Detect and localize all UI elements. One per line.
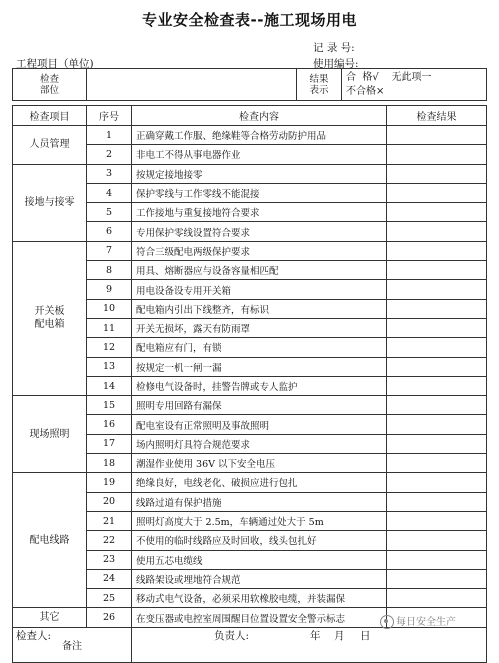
result-cell[interactable]: [387, 338, 487, 357]
result-cell[interactable]: [387, 473, 487, 492]
content-cell: 绝缘良好，电线老化、破损应进行包扎: [132, 473, 387, 492]
content-cell: 专用保护零线设置符合要求: [132, 222, 387, 241]
result-cell[interactable]: [387, 164, 487, 183]
project-label: 工程项目（单位): [16, 58, 94, 70]
content-cell: 开关无损坏，露天有防雨罩: [132, 318, 387, 337]
seq-cell: 9: [87, 280, 132, 299]
result-legend: [342, 69, 487, 101]
result-cell[interactable]: [387, 376, 487, 395]
result-cell[interactable]: [387, 183, 487, 202]
content-cell: 在变压器或电控室周围醒目位置设置安全警示标志: [132, 608, 387, 627]
seq-cell: 20: [87, 492, 132, 511]
checklist-table: [12, 105, 487, 663]
result-cell[interactable]: [387, 511, 487, 530]
table-row: [13, 473, 487, 492]
category-cell: [13, 396, 87, 473]
watermark: [380, 613, 456, 629]
category-label: 人员管理: [29, 139, 70, 151]
result-cell[interactable]: [387, 550, 487, 569]
result-cell[interactable]: [387, 492, 487, 511]
seq-cell: 13: [87, 357, 132, 376]
seq-cell: 18: [87, 454, 132, 473]
col-header-seq: 序号: [87, 106, 132, 126]
result-cell[interactable]: [387, 415, 487, 434]
seq-cell: 8: [87, 261, 132, 280]
content-cell: 用电设备设专用开关箱: [132, 280, 387, 299]
content-cell: 工作接地与重复接地符合要求: [132, 203, 387, 222]
seq-cell: 1: [87, 126, 132, 145]
result-cell[interactable]: [387, 280, 487, 299]
dept-label: [13, 69, 87, 101]
content-cell: 照明专用回路有漏保: [132, 396, 387, 415]
seq-cell: 26: [87, 608, 132, 627]
category-cell: [13, 241, 87, 395]
seq-cell: 24: [87, 569, 132, 588]
seq-cell: 22: [87, 531, 132, 550]
responsible-label: 负责人:: [214, 630, 250, 642]
content-cell: 非电工不得从事电器作业: [132, 145, 387, 164]
seq-cell: 2: [87, 145, 132, 164]
col-header-category: 检查项目: [13, 106, 87, 126]
category-label: 接地与接零: [24, 197, 75, 209]
col-header-result: 检查结果: [387, 106, 487, 126]
content-cell: 用具、熔断器应与设备容量相匹配: [132, 261, 387, 280]
content-cell: 检修电气设备时，挂警告牌或专人监护: [132, 376, 387, 395]
header-table: [12, 68, 487, 101]
code-label: 使用编号:: [313, 58, 359, 70]
day-label: 日: [360, 630, 371, 642]
category-label: 现场照明: [29, 428, 70, 440]
result-cell[interactable]: [387, 145, 487, 164]
content-cell: 不使用的临时线路应及时回收，线头包扎好: [132, 531, 387, 550]
content-cell: 符合三级配电两级保护要求: [132, 241, 387, 260]
seq-cell: 7: [87, 241, 132, 260]
page-title: 专业安全检查表--施工现场用电: [142, 11, 357, 29]
seq-cell: 3: [87, 164, 132, 183]
result-cell[interactable]: [387, 357, 487, 376]
dept-value-cell[interactable]: [87, 69, 297, 101]
legend-line-1: 合 格√ 无此项一: [346, 71, 432, 83]
dept-label-text: 检查 部位: [39, 73, 59, 96]
content-cell: 照明灯高度大于 2.5m，车辆通过处大于 5m: [132, 511, 387, 530]
table-row: [13, 241, 487, 260]
content-cell: 线路过道有保护措施: [132, 492, 387, 511]
content-cell: 按规定接地接零: [132, 164, 387, 183]
seq-cell: 4: [87, 183, 132, 202]
col-header-content: 检查内容: [132, 106, 387, 126]
table-row: [13, 164, 487, 183]
category-label: 其它: [39, 612, 60, 624]
seq-cell: 14: [87, 376, 132, 395]
content-cell: 配电箱应有门，有锁: [132, 338, 387, 357]
content-cell: 按规定一机一闸一漏: [132, 357, 387, 376]
result-cell[interactable]: [387, 126, 487, 145]
seq-cell: 17: [87, 434, 132, 453]
seq-cell: 5: [87, 203, 132, 222]
seq-cell: 15: [87, 396, 132, 415]
remarks-label: 备注: [13, 627, 132, 662]
seq-cell: 16: [87, 415, 132, 434]
seq-cell: 11: [87, 318, 132, 337]
result-cell[interactable]: [387, 203, 487, 222]
record-number-label: 记 录 号:: [313, 42, 355, 54]
result-legend-label: [297, 69, 342, 101]
category-cell: [13, 473, 87, 608]
column-header-row: [13, 106, 487, 126]
result-cell[interactable]: [387, 222, 487, 241]
result-cell[interactable]: [387, 531, 487, 550]
result-cell[interactable]: [387, 569, 487, 588]
result-cell[interactable]: [387, 589, 487, 608]
result-cell[interactable]: [387, 318, 487, 337]
month-label: 月: [334, 630, 345, 642]
table-row: [13, 126, 487, 145]
result-cell[interactable]: [387, 299, 487, 318]
inspector-label: 检查人:: [16, 630, 52, 642]
category-cell: [13, 164, 87, 241]
legend-line-2: 不合格×: [346, 85, 385, 97]
watermark-text: 每日安全生产: [396, 617, 456, 628]
content-cell: 配电室设有正常照明及事故照明: [132, 415, 387, 434]
wechat-icon: [380, 615, 394, 629]
result-cell[interactable]: [387, 241, 487, 260]
result-cell[interactable]: [387, 261, 487, 280]
category-cell: [13, 126, 87, 165]
seq-cell: 12: [87, 338, 132, 357]
result-cell[interactable]: [387, 396, 487, 415]
table-row: [13, 396, 487, 415]
content-cell: 保护零线与工作零线不能混接: [132, 183, 387, 202]
seq-cell: 21: [87, 511, 132, 530]
seq-cell: 10: [87, 299, 132, 318]
category-label: 开关板 配电箱: [34, 306, 65, 331]
result-label-text: 结果 表示: [309, 73, 329, 96]
content-cell: 配电箱内引出下线整齐，有标识: [132, 299, 387, 318]
content-cell: 移动式电气设备，必须采用软橡胶电缆，并装漏保: [132, 589, 387, 608]
remarks-field[interactable]: [132, 627, 487, 662]
result-cell[interactable]: [387, 434, 487, 453]
content-cell: 潮湿作业使用 36V 以下安全电压: [132, 454, 387, 473]
remarks-row: [13, 627, 487, 662]
seq-cell: 19: [87, 473, 132, 492]
content-cell: 使用五芯电缆线: [132, 550, 387, 569]
content-cell: 正确穿戴工作服、绝缘鞋等合格劳动防护用品: [132, 126, 387, 145]
seq-cell: 23: [87, 550, 132, 569]
seq-cell: 25: [87, 589, 132, 608]
year-label: 年: [310, 630, 321, 642]
content-cell: 场内照明灯具符合规范要求: [132, 434, 387, 453]
content-cell: 线路架设或埋地符合规范: [132, 569, 387, 588]
category-cell: [13, 608, 87, 627]
result-cell[interactable]: [387, 454, 487, 473]
category-label: 配电线路: [29, 534, 70, 546]
seq-cell: 6: [87, 222, 132, 241]
